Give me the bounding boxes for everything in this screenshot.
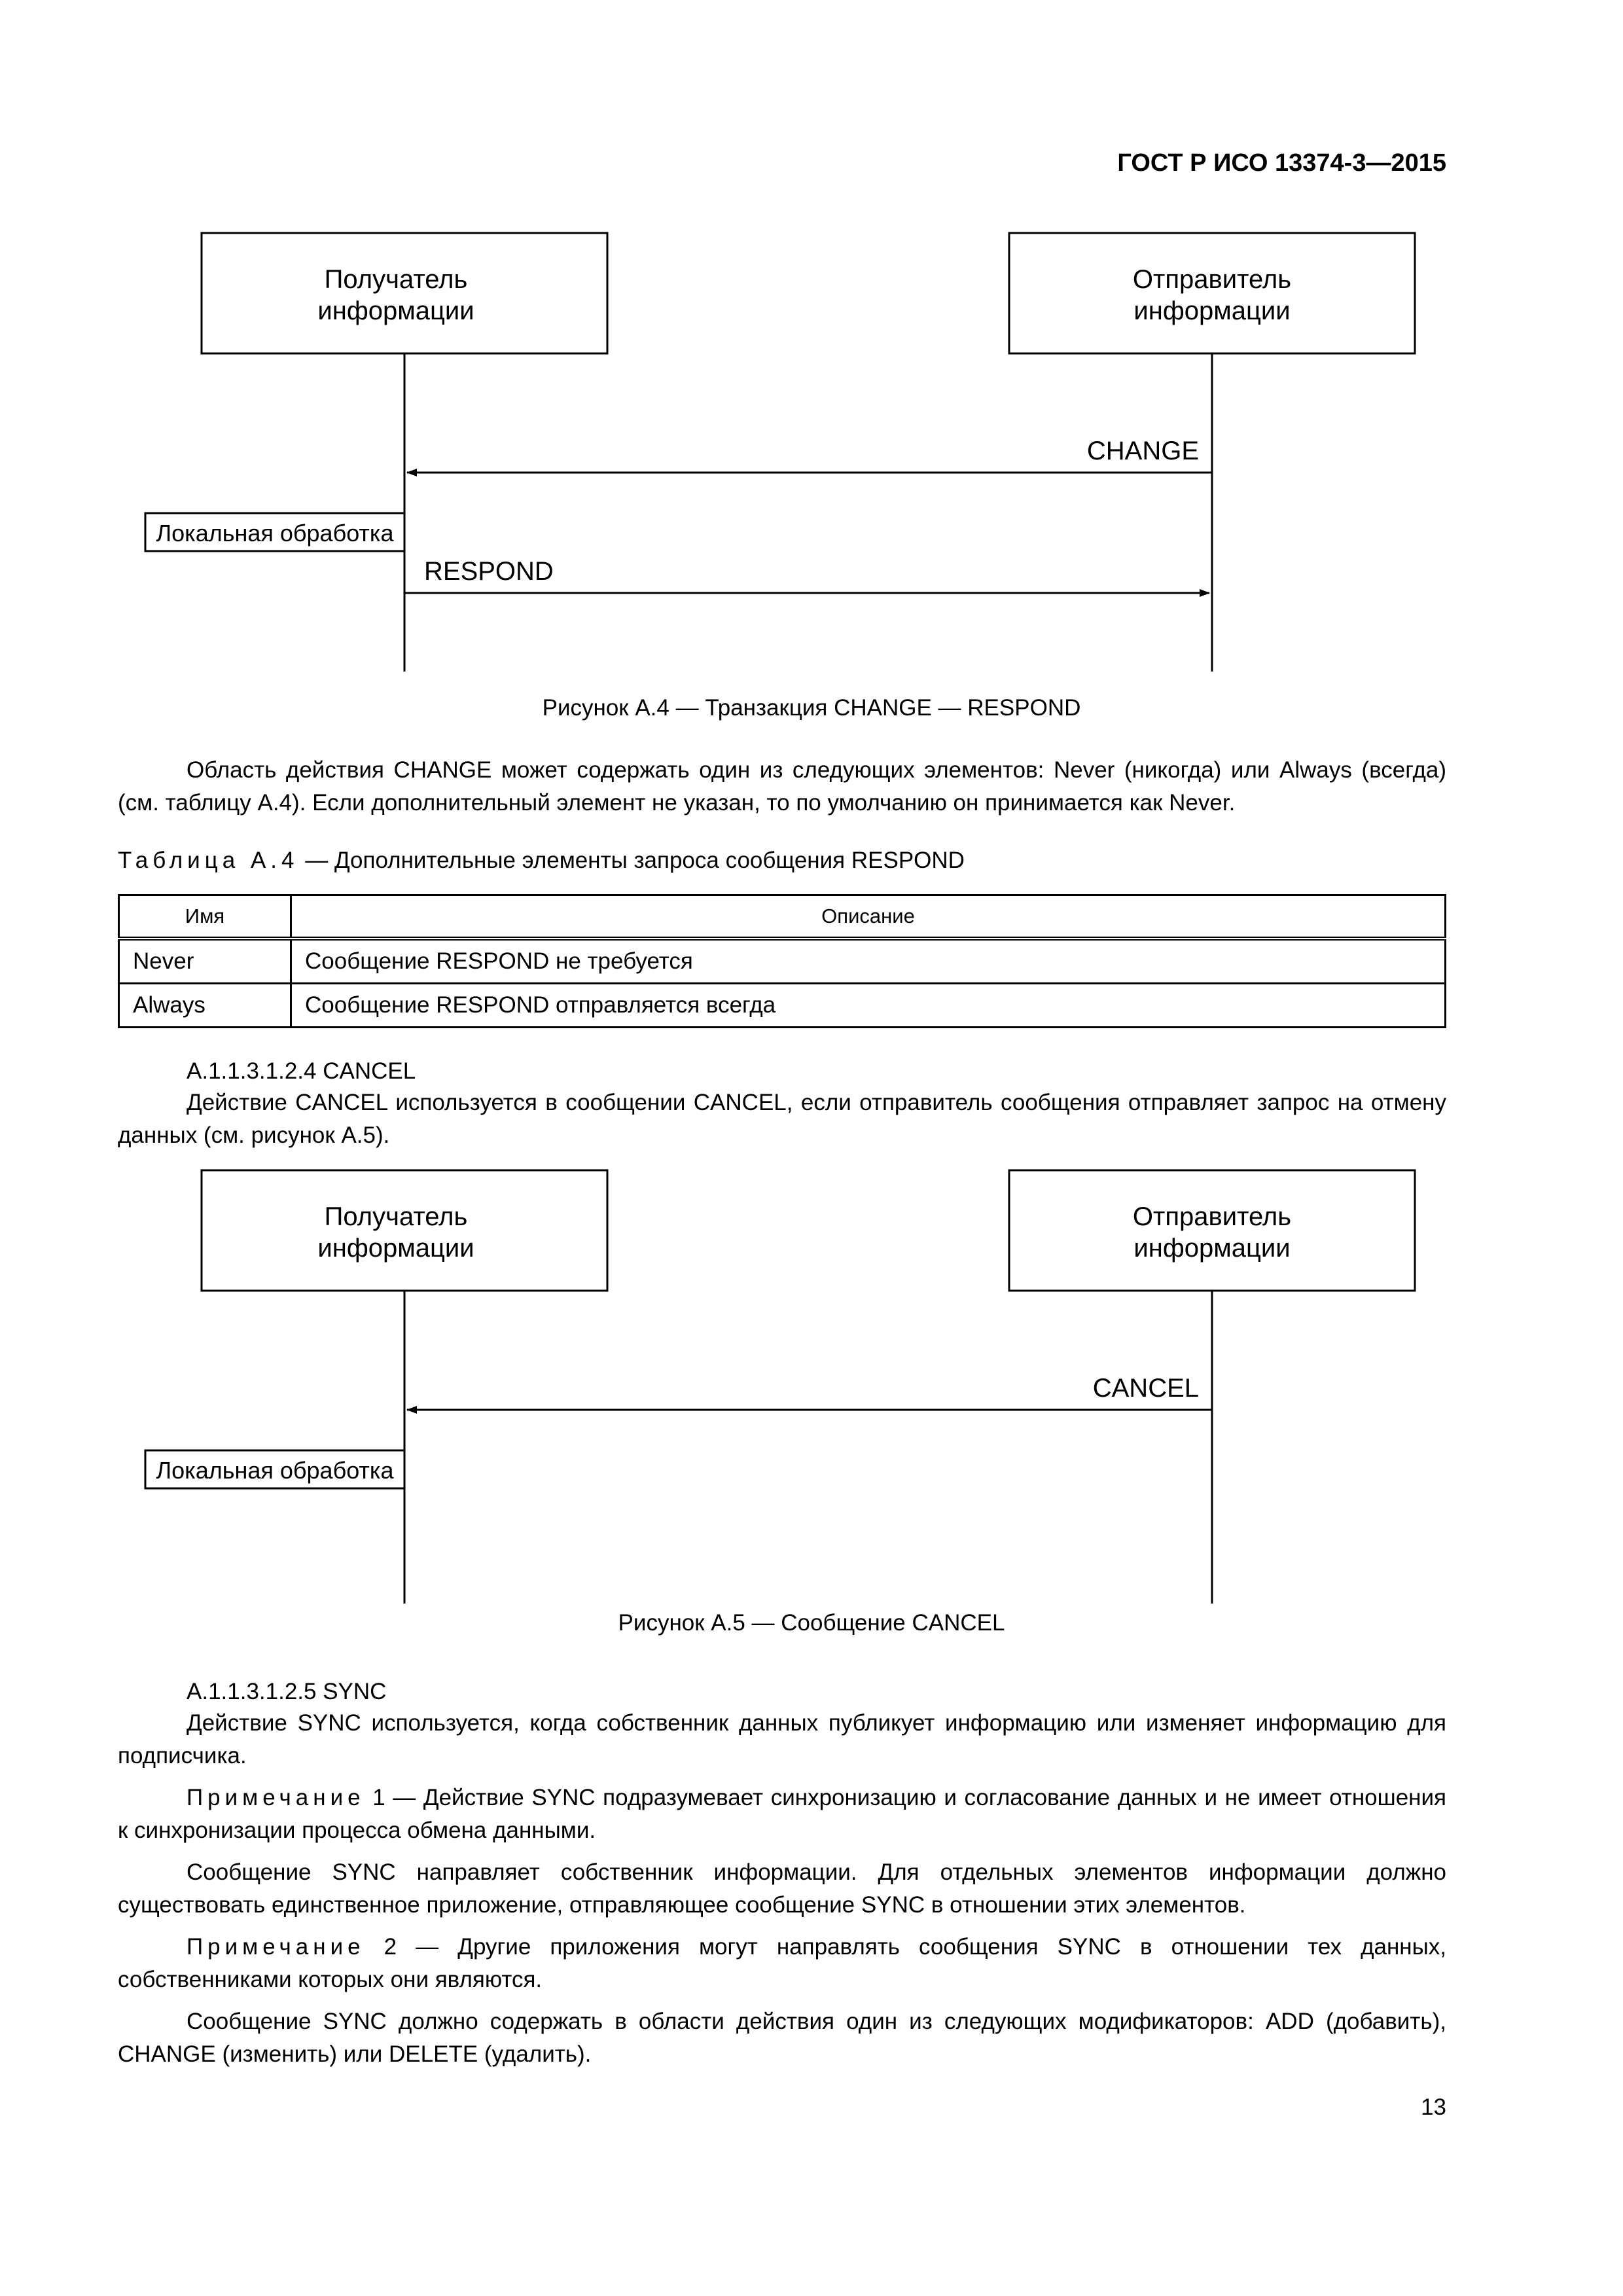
respond-message-label: RESPOND bbox=[424, 557, 554, 586]
receiver-box-line1: Получатель bbox=[324, 265, 468, 294]
note-1-text: 1 — Действие SYNC подразумевает синхронизацию и согласование данных и не имеет отношения к синхронизации процесса обмена данными. bbox=[118, 1785, 1446, 1843]
cancel-message-label: CANCEL bbox=[1092, 1374, 1199, 1403]
table-row bbox=[119, 939, 1446, 984]
figure-a5-caption: Рисунок А.5 — Сообщение CANCEL bbox=[618, 1610, 1005, 1636]
receiver-box-line2: информации bbox=[317, 296, 474, 325]
section-sync-paragraph-3: Сообщение SYNC должно содержать в области действия один из следующих модификаторов: ADD (добавить), CHANGE (изменить) или DELETE (удалить). bbox=[118, 2009, 1446, 2067]
section-sync-text: Действие SYNC используется, когда собственник данных публикует информацию или изменяет информацию для подписчика. bbox=[118, 1710, 1446, 1768]
figure-a4-caption: Рисунок А.4 — Транзакция CHANGE — RESPOND bbox=[542, 695, 1081, 721]
table-header-description: Описание bbox=[291, 895, 1446, 939]
sender-box-line2: информации bbox=[1133, 1234, 1291, 1263]
section-cancel-number: А.1.1.3.1.2.4 CANCEL bbox=[187, 1058, 416, 1084]
table-cell-description: Сообщение RESPOND не требуется bbox=[291, 939, 1446, 984]
document-header: ГОСТ Р ИСО 13374-3—2015 bbox=[1117, 149, 1446, 177]
table-cell-name: Never bbox=[119, 939, 291, 984]
table-cell-name: Always bbox=[119, 984, 291, 1028]
sender-box-line1: Отправитель bbox=[1132, 265, 1292, 294]
figure-a4-diagram bbox=[0, 229, 1623, 674]
section-cancel-text: Действие CANCEL используется в сообщении CANCEL, если отправитель сообщения отправляет запрос на отмену данных (см. рисунок А.5). bbox=[118, 1090, 1446, 1148]
page-number: 13 bbox=[1421, 2094, 1446, 2120]
sender-box-line2: информации bbox=[1133, 296, 1291, 325]
local-processing-label: Локальная обработка bbox=[156, 1457, 394, 1484]
local-processing-label: Локальная обработка bbox=[156, 520, 394, 547]
table-a4-title-prefix: Таблица А.4 bbox=[118, 848, 299, 873]
table-a4-title bbox=[118, 844, 1446, 877]
table-header-row bbox=[119, 895, 1446, 939]
paragraph-change-scope: Область действия CHANGE может содержать один из следующих элементов: Never (никогда) или Always (всегда) (см. таблицу А.4). Если дополнительный элемент не указан, то по умолчанию он принимается как Never. bbox=[118, 757, 1446, 816]
note-1-label: Примечание bbox=[187, 1785, 365, 1810]
table-row bbox=[119, 984, 1446, 1028]
receiver-box-line1: Получатель bbox=[324, 1202, 468, 1231]
sender-box-line1: Отправитель bbox=[1132, 1202, 1292, 1231]
note-2-text: 2 — Другие приложения могут направлять сообщения SYNC в отношении тех данных, собственниками которых они являются. bbox=[118, 1934, 1446, 1992]
note-1 bbox=[118, 1782, 1446, 1847]
section-sync-number: А.1.1.3.1.2.5 SYNC bbox=[187, 1679, 387, 1704]
table-a4 bbox=[118, 894, 1446, 1028]
receiver-box-line2: информации bbox=[317, 1234, 474, 1263]
section-sync-paragraph-2: Сообщение SYNC направляет собственник информации. Для отдельных элементов информации должно существовать единственное приложение, отправляющее сообщение SYNC в отношении этих элементов. bbox=[118, 1859, 1446, 1918]
table-header-name: Имя bbox=[119, 895, 291, 939]
note-2 bbox=[118, 1931, 1446, 1996]
change-message-label: CHANGE bbox=[1086, 437, 1199, 465]
figure-a5-diagram bbox=[0, 1166, 1623, 1611]
table-cell-description: Сообщение RESPOND отправляется всегда bbox=[291, 984, 1446, 1028]
note-2-label: Примечание bbox=[187, 1934, 365, 1960]
table-a4-title-rest: — Дополнительные элементы запроса сообщения RESPOND bbox=[298, 848, 965, 873]
